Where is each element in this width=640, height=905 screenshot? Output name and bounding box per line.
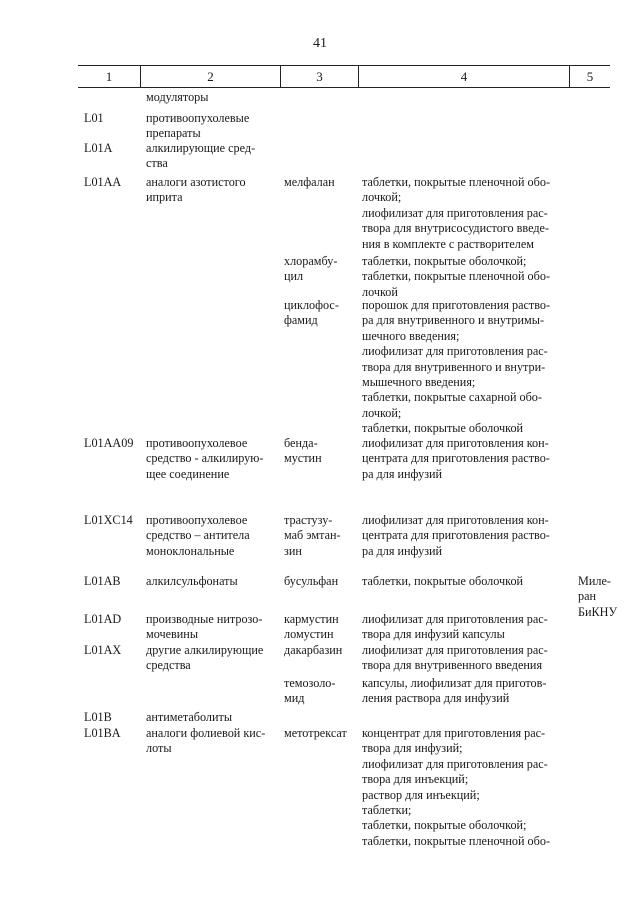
row-drug: трастузу- маб эмтан- зин xyxy=(284,513,341,558)
row-drug: дакарбазин xyxy=(284,643,343,657)
row-form: порошок для приготовления раство- ра для внутривенного и внутримы- шечного введения; лиофилизат для приготовления рас- твора для внутривенного и внутри- мышечного введения; таблетки, покрытые сахарной обо- лочкой; таблетки, покрытые оболочкой xyxy=(362,298,551,436)
row-form: лиофилизат для приготовления кон- центрата для приготовления раство- ра для инфузий xyxy=(362,436,550,481)
row-code: L01AX xyxy=(84,643,122,657)
row-name: алкилирующие сред- ства xyxy=(146,141,256,171)
row-name: производные нитрозо- мочевины xyxy=(146,612,263,642)
row-drug: темозоло- мид xyxy=(284,676,336,706)
row-form: таблетки, покрытые оболочкой xyxy=(362,574,524,588)
row-form: лиофилизат для приготовления рас- твора для инфузий капсулы xyxy=(362,612,548,642)
row-code: L01 xyxy=(84,111,104,125)
row-form: лиофилизат для приготовления рас- твора для внутривенного введения xyxy=(362,643,548,673)
row-note: Миле- ран БиКНУ xyxy=(578,574,618,619)
row-code: L01XC14 xyxy=(84,513,133,527)
row-name: модуляторы xyxy=(146,90,209,104)
row-code: L01AD xyxy=(84,612,122,626)
table-header xyxy=(78,65,610,88)
header-col-3: 3 xyxy=(316,69,323,84)
header-col-5: 5 xyxy=(586,69,594,84)
row-name: другие алкилирующие средства xyxy=(146,643,264,673)
row-name: противоопухолевые препараты xyxy=(146,111,250,141)
row-code: L01A xyxy=(84,141,113,155)
row-drug: кармустин ломустин xyxy=(284,612,339,642)
row-drug: хлорамбу- цил xyxy=(284,254,338,284)
row-name: аналоги азотистого иприта xyxy=(146,175,246,205)
row-drug: мелфалан xyxy=(284,175,335,189)
row-name: алкилсульфонаты xyxy=(146,574,238,588)
row-form: капсулы, лиофилизат для приготов- ления раствора для инфузий xyxy=(362,676,547,706)
row-form: концентрат для приготовления рас- твора для инфузий; лиофилизат для приготовления рас- твора для инъекций; раствор для инъекций; таблетки; таблетки, покрытые оболочкой; таблетки, покрытые пленочной обо- xyxy=(362,726,551,848)
row-form: таблетки, покрытые пленочной обо- лочкой; лиофилизат для приготовления рас- твора для внутрисосудистого введе- ния в комплекте с растворителем xyxy=(362,175,551,251)
row-code: L01AB xyxy=(84,574,121,588)
header-col-1: 1 xyxy=(105,69,113,84)
header-col-4: 4 xyxy=(460,69,468,84)
row-code: L01AA09 xyxy=(84,436,134,450)
page-number: 41 xyxy=(313,36,327,51)
row-drug: бенда- мустин xyxy=(284,436,322,466)
row-drug: бусульфан xyxy=(284,574,339,588)
row-code: L01B xyxy=(84,710,112,724)
row-form: лиофилизат для приготовления кон- центрата для приготовления раство- ра для инфузий xyxy=(362,513,550,558)
row-drug: циклофос- фамид xyxy=(284,298,339,328)
row-name: антиметаболиты xyxy=(146,710,233,724)
header-col-2: 2 xyxy=(207,69,214,84)
row-code: L01AA xyxy=(84,175,122,189)
row-name: противоопухолевое средство - алкилирую- щее соединение xyxy=(146,436,264,481)
row-name: аналоги фолиевой кис- лоты xyxy=(146,726,266,756)
row-code: L01BA xyxy=(84,726,121,740)
row-form: таблетки, покрытые оболочкой; таблетки, покрытые пленочной обо- лочкой xyxy=(362,254,551,299)
row-name: противоопухолевое средство – антитела моноклональные xyxy=(146,513,250,558)
row-drug: метотрексат xyxy=(284,726,347,740)
